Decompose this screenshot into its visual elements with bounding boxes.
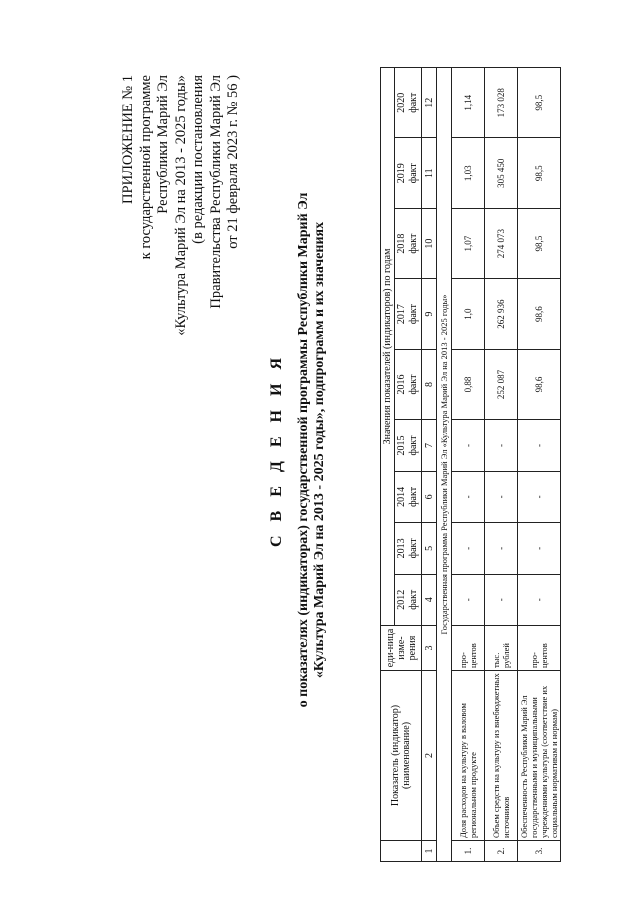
table-row bbox=[452, 68, 485, 862]
appendix-line: Республики Марий Эл bbox=[155, 75, 171, 214]
title-subtitle-line: о показателях (индикаторах) государственной программы Республики Марий Эл bbox=[296, 192, 311, 708]
column-number: 12 bbox=[422, 68, 437, 139]
indicator-unit: тыс. рублей bbox=[485, 626, 518, 671]
header-year: 2019 факт bbox=[395, 138, 422, 208]
header-indicator-name: Показатель (индикатор) (наименование) bbox=[381, 671, 422, 841]
value-cell: - bbox=[518, 471, 561, 522]
appendix-line: ПРИЛОЖЕНИЕ № 1 bbox=[120, 75, 136, 204]
appendix-line: «Культура Марий Эл на 2013 - 2025 годы» bbox=[172, 75, 189, 336]
indicator-name: Объем средств на культуру из внебюджетных источников bbox=[485, 671, 518, 841]
row-number: 2. bbox=[485, 841, 518, 862]
column-number: 10 bbox=[422, 208, 437, 278]
value-cell: 173 028 bbox=[485, 68, 518, 139]
header-year: 2012 факт bbox=[395, 574, 422, 625]
header-year: 2016 факт bbox=[395, 349, 422, 419]
appendix-line: (в редакции постановления bbox=[190, 75, 206, 244]
value-cell: 274 073 bbox=[485, 208, 518, 278]
value-cell: 305 450 bbox=[485, 138, 518, 208]
header-year: 2014 факт bbox=[395, 471, 422, 522]
value-cell: 1,03 bbox=[452, 138, 485, 208]
value-cell: - bbox=[452, 523, 485, 574]
value-cell: 0,88 bbox=[452, 349, 485, 419]
header-values-by-year: Значения показателей (индикаторов) по годам bbox=[381, 68, 395, 626]
document-title bbox=[268, 40, 328, 860]
appendix-line: от 21 февраля 2023 г. № 56 ) bbox=[225, 75, 241, 249]
column-number: 7 bbox=[422, 420, 437, 471]
header-year: 2020 факт bbox=[395, 68, 422, 139]
column-number: 6 bbox=[422, 471, 437, 522]
column-number: 3 bbox=[422, 626, 437, 671]
header-unit: еди-ница изме-рения bbox=[381, 626, 422, 671]
value-cell: 98,6 bbox=[518, 279, 561, 349]
column-number: 9 bbox=[422, 279, 437, 349]
appendix-line: Правительства Республики Марий Эл bbox=[207, 75, 224, 309]
column-number: 1 bbox=[422, 841, 437, 862]
value-cell: - bbox=[485, 574, 518, 625]
value-cell: 252 087 bbox=[485, 349, 518, 419]
title-subtitle-line: «Культура Марий Эл на 2013 - 2025 годы», подпрограмм и их значениях bbox=[312, 221, 327, 679]
appendix-block bbox=[120, 75, 243, 375]
value-cell: - bbox=[452, 471, 485, 522]
column-number: 2 bbox=[422, 671, 437, 841]
value-cell: 1,14 bbox=[452, 68, 485, 139]
table-row bbox=[485, 68, 518, 862]
value-cell: - bbox=[518, 574, 561, 625]
value-cell: 1,07 bbox=[452, 208, 485, 278]
header-year: 2018 факт bbox=[395, 208, 422, 278]
column-number: 11 bbox=[422, 138, 437, 208]
table-row bbox=[518, 68, 561, 862]
header-number bbox=[381, 841, 422, 862]
value-cell: 1,0 bbox=[452, 279, 485, 349]
column-number-row bbox=[422, 68, 437, 862]
row-number: 3. bbox=[518, 841, 561, 862]
value-cell: 98,5 bbox=[518, 208, 561, 278]
column-number: 5 bbox=[422, 523, 437, 574]
value-cell: 98,5 bbox=[518, 138, 561, 208]
value-cell: - bbox=[485, 523, 518, 574]
header-year: 2015 факт bbox=[395, 420, 422, 471]
value-cell: 98,5 bbox=[518, 68, 561, 139]
value-cell: - bbox=[485, 471, 518, 522]
header-year: 2017 факт bbox=[395, 279, 422, 349]
indicator-name: Доля расходов на культуру в валовом региональном продукте bbox=[452, 671, 485, 841]
appendix-line: к государственной программе bbox=[137, 75, 154, 260]
value-cell: - bbox=[485, 420, 518, 471]
program-title: Государственная программа Республики Марий Эл «Культура Марий Эл на 2013 - 2025 годы» bbox=[437, 68, 452, 862]
header-year: 2013 факт bbox=[395, 523, 422, 574]
column-number: 8 bbox=[422, 349, 437, 419]
row-number: 1. bbox=[452, 841, 485, 862]
value-cell: - bbox=[518, 420, 561, 471]
value-cell: - bbox=[518, 523, 561, 574]
value-cell: - bbox=[452, 574, 485, 625]
indicator-unit: про-центов bbox=[452, 626, 485, 671]
indicator-unit: про-центов bbox=[518, 626, 561, 671]
value-cell: - bbox=[452, 420, 485, 471]
column-number: 4 bbox=[422, 574, 437, 625]
value-cell: 98,6 bbox=[518, 349, 561, 419]
title-main: С В Е Д Е Н И Я bbox=[268, 352, 285, 548]
value-cell: 262 936 bbox=[485, 279, 518, 349]
indicator-name: Обеспеченность Республики Марий Эл государственными и муниципальными учреждениями культуры (соответствие их социальным нормативам и нормам) bbox=[518, 671, 561, 841]
program-title-row bbox=[437, 68, 452, 862]
indicators-table bbox=[380, 67, 561, 862]
